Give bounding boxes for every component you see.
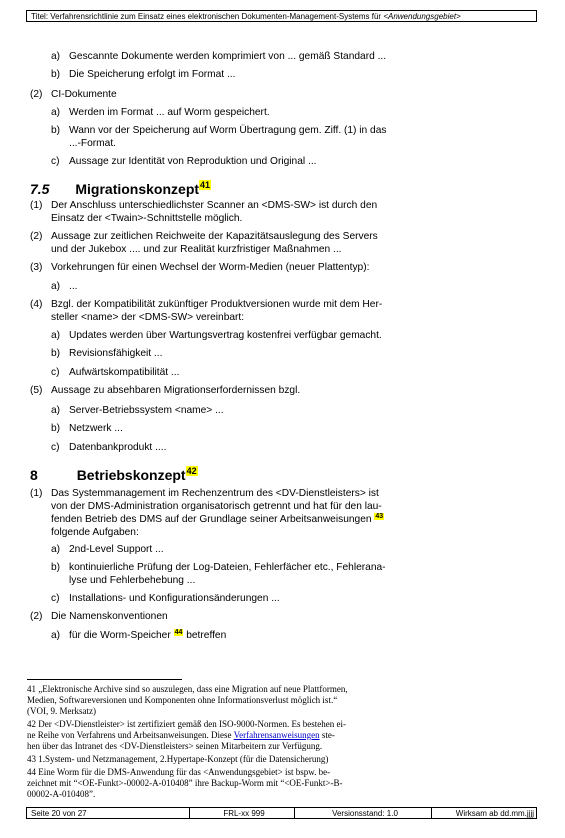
- list-item-text: Gescannte Dokumente werden komprimiert von ... gemäß Standard ...: [69, 51, 387, 62]
- footnote-text: (VOI, 9. Merksatz): [27, 706, 96, 716]
- list-label: a): [51, 630, 61, 641]
- paragraph-text: CI-Dokumente: [51, 89, 117, 100]
- paragraph-text: Die Namenskonventionen: [51, 611, 168, 622]
- paragraph-text: Der Anschluss unterschiedlichster Scanner an <DMS-SW> ist durch den: [51, 200, 378, 211]
- paragraph-number: (3): [30, 262, 43, 273]
- paragraph-text: Aussage zur zeitlichen Reichweite der Kapazitätsauslegung des Servers: [51, 231, 378, 242]
- footnote-text: 00002-A-010408”.: [27, 789, 96, 799]
- section-title: Migrationskonzept: [75, 181, 200, 197]
- paragraph-number: (2): [30, 89, 43, 100]
- paragraph-number: (1): [30, 488, 43, 499]
- list-item-text: Server-Betriebssystem <name> ...: [69, 405, 224, 416]
- footnote-text: Medien, Softwareversionen und Komponenten ohne Informationsverlust möglich ist.“: [27, 695, 338, 705]
- footer-version: Versionsstand: 1.0: [295, 808, 432, 818]
- list-item-text: Installations- und Konfigurationsänderungen ...: [69, 593, 280, 604]
- list-label: a): [51, 107, 61, 118]
- footnote-42: 42 Der <DV-Dienstleister> ist zertifiziert gemäß den ISO-9000-Normen. Es bestehen ei-: [27, 719, 346, 729]
- list-item-text: Netzwerk ...: [69, 423, 123, 434]
- list-label: a): [51, 51, 61, 62]
- footnote-ref: 41: [200, 180, 211, 191]
- footer-doc-id: FRL-xx 999: [190, 808, 295, 818]
- footnote-text: zeichnet mit “<OE-Funkt>-00002-A-010408” ihre Backup-Worm mit “<OE-Funkt>-B-: [27, 778, 343, 788]
- page-footer: [26, 807, 537, 819]
- list-label: a): [51, 544, 61, 555]
- list-label: a): [51, 281, 61, 292]
- list-item-text: Aussage zur Identität von Reproduktion und Original ...: [69, 156, 317, 167]
- paragraph-number: (4): [30, 299, 43, 310]
- footnote-text-part: ste-: [319, 730, 335, 740]
- paragraph-text: Das Systemmanagement im Rechenzentrum des <DV-Dienstleisters> ist: [51, 488, 379, 499]
- list-label: a): [51, 330, 61, 341]
- list-item-text: ...: [69, 281, 78, 292]
- footnote-ref: 44: [174, 628, 183, 636]
- paragraph-text: und der Jukebox .... und zur Realität kurzfristiger Maßnahmen ...: [51, 244, 342, 255]
- list-item-text: [69, 629, 226, 642]
- paragraph-text: steller <name> der <DMS-SW> vereinbart:: [51, 312, 245, 323]
- paragraph-text: [51, 513, 384, 526]
- list-item-text: lyse und Fehlerbehebung ...: [69, 575, 196, 586]
- footer-page-number: Seite 20 von 27: [27, 808, 190, 818]
- list-item-text: 2nd-Level Support ...: [69, 544, 164, 555]
- footnote-separator: [27, 679, 182, 680]
- list-label: a): [51, 405, 61, 416]
- paragraph-number: (2): [30, 231, 43, 242]
- section-number: 8: [30, 467, 38, 483]
- paragraph-text-part: fenden Betrieb des DMS auf der Grundlage seiner Arbeitsanweisungen: [51, 514, 372, 525]
- footnote-text: [27, 730, 547, 741]
- section-heading: [30, 466, 198, 484]
- list-item-text: Wann vor der Speicherung auf Worm Übertragung gem. Ziff. (1) in das: [69, 125, 387, 136]
- paragraph-text: Vorkehrungen für einen Wechsel der Worm-Medien (neuer Plattentyp):: [51, 262, 370, 273]
- header-title: Titel: Verfahrensrichtlinie zum Einsatz eines elektronischen Dokumenten-Management-Systems für: [31, 12, 384, 21]
- paragraph-text: Bzgl. der Kompatibilität zukünftiger Produktversionen wurde mit dem Her-: [51, 299, 383, 310]
- list-item-text: Datenbankprodukt ....: [69, 442, 167, 453]
- section-title: Betriebskonzept: [76, 467, 186, 483]
- list-item-text: Die Speicherung erfolgt im Format ...: [69, 69, 236, 80]
- list-label: b): [51, 69, 61, 80]
- footnote-44: 44 Eine Worm für die DMS-Anwendung für das <Anwendungsgebiet> ist bspw. be-: [27, 767, 331, 777]
- list-item-text-part: betreffen: [186, 630, 227, 641]
- footnote-41: 41 „Elektronische Archive sind so auszulegen, dass eine Migration auf neue Plattformen,: [27, 684, 348, 694]
- page-header: [26, 10, 537, 22]
- paragraph-number: (2): [30, 611, 43, 622]
- footnote-text-part: ne Reihe von Verfahrens und Arbeitsanweisungen. Diese: [27, 730, 234, 740]
- footnote-ref: 43: [375, 512, 384, 520]
- footnote-43: 43 1.System- und Netzmanagement, 2.Hypertape-Konzept (für die Datensicherung): [27, 754, 329, 764]
- paragraph-text: Einsatz der <Twain>-Schnittstelle möglich.: [51, 213, 243, 224]
- list-label: b): [51, 125, 61, 136]
- list-label: c): [51, 442, 60, 453]
- list-label: b): [51, 423, 61, 434]
- footnote-text: hen über das Intranet des <DV-Dienstleisters> seinen Mitarbeitern zur Verfügung.: [27, 741, 323, 751]
- section-heading: [30, 180, 211, 198]
- list-label: b): [51, 348, 61, 359]
- list-label: c): [51, 156, 60, 167]
- list-label: c): [51, 367, 60, 378]
- paragraph-number: (5): [30, 385, 43, 396]
- paragraph-text: Aussage zu absehbaren Migrationserfordernissen bzgl.: [51, 385, 301, 396]
- paragraph-number: (1): [30, 200, 43, 211]
- list-item-text: Revisionsfähigkeit ...: [69, 348, 163, 359]
- list-item-text-part: für die Worm-Speicher: [69, 630, 171, 641]
- section-number: 7.5: [30, 181, 50, 197]
- list-label: b): [51, 562, 61, 573]
- header-title-italic: <Anwendungsgebiet>: [383, 12, 461, 21]
- paragraph-text: folgende Aufgaben:: [51, 527, 139, 538]
- list-item-text: Updates werden über Wartungsvertrag kostenfrei verfügbar gemacht.: [69, 330, 382, 341]
- footnote-link[interactable]: Verfahrensanweisungen: [233, 730, 320, 740]
- paragraph-text: von der DMS-Administration organisatorisch getrennt und hat für den lau-: [51, 501, 382, 512]
- list-item-text: Werden im Format ... auf Worm gespeichert.: [69, 107, 270, 118]
- list-item-text: ...-Format.: [69, 138, 116, 149]
- list-label: c): [51, 593, 60, 604]
- list-item-text: kontinuierliche Prüfung der Log-Dateien, Fehlerfächer etc., Fehlerana-: [69, 562, 386, 573]
- footer-valid-from: Wirksam ab dd.mm.jjjj: [455, 809, 534, 818]
- footnote-ref: 42: [186, 466, 197, 477]
- list-item-text: Aufwärtskompatibilität ...: [69, 367, 180, 378]
